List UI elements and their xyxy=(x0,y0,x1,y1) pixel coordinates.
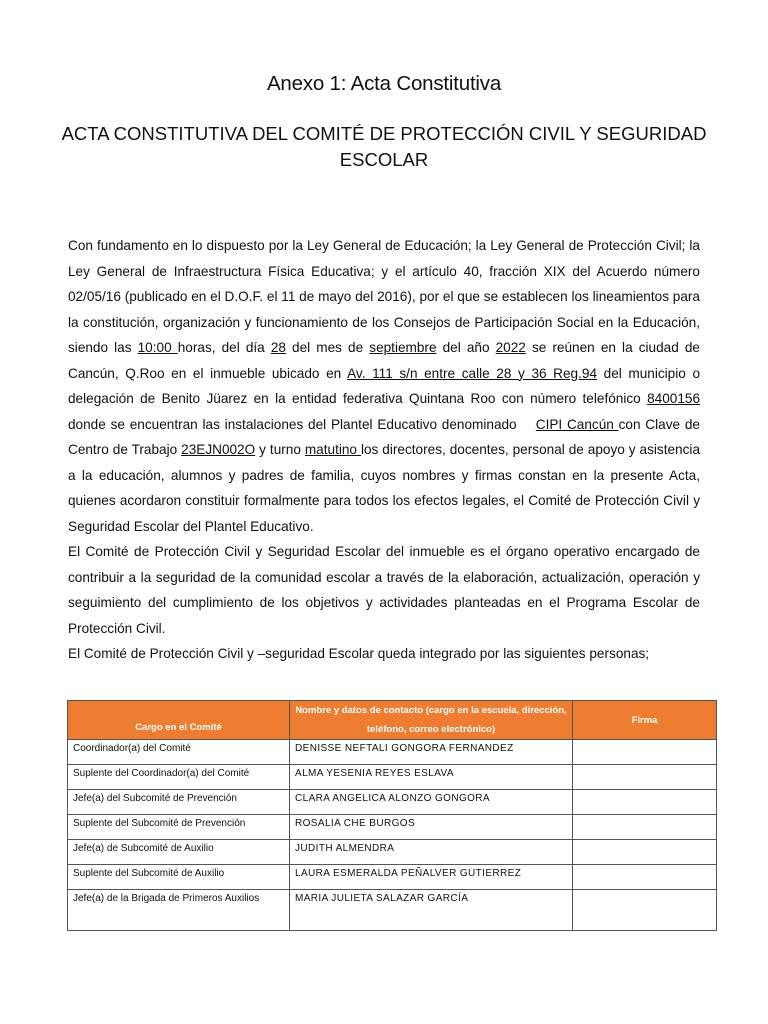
table-row xyxy=(68,765,717,790)
cell-firma xyxy=(573,890,717,931)
cell-nombre: ALMA YESENIA REYES ESLAVA xyxy=(290,765,573,790)
text-segment: los directores, docentes, personal de apoyo y asistencia a la educación, alumnos y padres de familia, cuyos nombres y firmas constan en la presente Acta, quienes acordaron constituir formalmente para todos los efectos legales, el Comité de Protección Civil y Seguridad Escolar del Plantel Educativo. xyxy=(68,442,700,534)
cell-cargo: Suplente del Subcomité de Prevención xyxy=(68,815,290,840)
field-clave: 23EJN002O xyxy=(181,442,256,457)
text-segment: y turno xyxy=(255,442,305,457)
cell-nombre: DENISSE NEFTALI GONGORA FERNANDEZ xyxy=(290,740,573,765)
table-header-row xyxy=(68,701,717,740)
paragraph-fundamento xyxy=(68,233,700,539)
field-plantel: CIPI Cancún xyxy=(535,416,619,432)
text-segment: Con fundamento en lo dispuesto por la Ley General de Educación; la Ley General de Protección Civil; la Ley General de Infraestructura Física Educativa; y el artículo 40, fracción XIX del Acuerdo número 02/05/16 (publicado en el D.O.F. el 11 de mayo del 2016), por el que se establecen los lineamientos para la constitución, organización y funcionamiento de los Consejos de Participación Social en la Educación, siendo las xyxy=(68,238,700,355)
document-body xyxy=(68,233,700,667)
field-telefono: 8400156 xyxy=(647,391,700,406)
field-mes: septiembre xyxy=(369,340,437,355)
cell-nombre: ROSALIA CHE BURGOS xyxy=(290,815,573,840)
text-segment: del municipio o delegación de Benito Jüarez en la entidad federativa Quintana Roo con número telefónico xyxy=(68,365,701,406)
cell-cargo: Jefe(a) del Subcomité de Prevención xyxy=(68,790,290,815)
cell-nombre: MARIA JULIETA SALAZAR GARCÍA xyxy=(290,890,573,931)
table-row xyxy=(68,890,717,931)
field-hora: 10:00 xyxy=(137,340,178,355)
cell-cargo: Coordinador(a) del Comité xyxy=(68,740,290,765)
text-segment: del mes de xyxy=(285,340,370,355)
text-segment: donde se encuentran las instalaciones del Plantel Educativo denominado xyxy=(68,416,522,432)
table-row xyxy=(68,865,717,890)
table-row xyxy=(68,815,717,840)
header-firma: Firma xyxy=(573,701,717,740)
field-turno: matutino xyxy=(304,442,361,457)
cell-cargo: Jefe(a) de la Brigada de Primeros Auxilios xyxy=(68,890,290,931)
cell-firma xyxy=(573,865,717,890)
cell-cargo: Suplente del Subcomité de Auxilio xyxy=(68,865,290,890)
cell-nombre: CLARA ANGELICA ALONZO GONGORA xyxy=(290,790,573,815)
header-nombre: Nombre y datos de contacto (cargo en la escuela, dirección, teléfono, correo electrónico) xyxy=(290,701,573,740)
cell-firma xyxy=(573,815,717,840)
cell-firma xyxy=(573,840,717,865)
paragraph-comite: El Comité de Protección Civil y Seguridad Escolar del inmueble es el órgano operativo encargado de contribuir a la seguridad de la comunidad escolar a través de la elaboración, actualización, operación y seguimiento del cumplimiento de los objetivos y actividades planteadas en el Programa Escolar de Protección Civil. xyxy=(68,544,700,636)
text-segment: se reúnen en la ciudad de Cancún, Q.Roo en el inmueble ubicado en xyxy=(68,340,700,381)
cell-firma xyxy=(573,740,717,765)
field-direccion: Av. 111 s/n entre calle 28 y 36 Reg.94 xyxy=(347,365,598,381)
table-row xyxy=(68,840,717,865)
table-row xyxy=(68,740,717,765)
cell-firma xyxy=(573,790,717,815)
cell-nombre: JUDITH ALMENDRA xyxy=(290,840,573,865)
field-anio: 2022 xyxy=(495,340,526,355)
cell-nombre: LAURA ESMERALDA PEÑALVER GUTIERREZ xyxy=(290,865,573,890)
field-dia: 28 xyxy=(270,340,286,355)
annex-title: Anexo 1: Acta Constitutiva xyxy=(266,72,502,95)
header-cargo: Cargo en el Comité xyxy=(68,701,290,740)
cell-cargo: Suplente del Coordinador(a) del Comité xyxy=(68,765,290,790)
text-segment: horas, del día xyxy=(177,340,271,355)
cell-firma xyxy=(573,765,717,790)
committee-table xyxy=(67,700,717,931)
cell-cargo: Jefe(a) de Subcomité de Auxilio xyxy=(68,840,290,865)
document-title: ACTA CONSTITUTIVA DEL COMITÉ DE PROTECCIÓN CIVIL Y SEGURIDAD ESCOLAR xyxy=(61,123,707,170)
text-segment: con Clave de Centro de Trabajo xyxy=(68,416,700,457)
text-segment: del año xyxy=(442,340,496,355)
paragraph-integrantes: El Comité de Protección Civil y –seguridad Escolar queda integrado por las siguientes personas; xyxy=(68,646,650,661)
table-row xyxy=(68,790,717,815)
